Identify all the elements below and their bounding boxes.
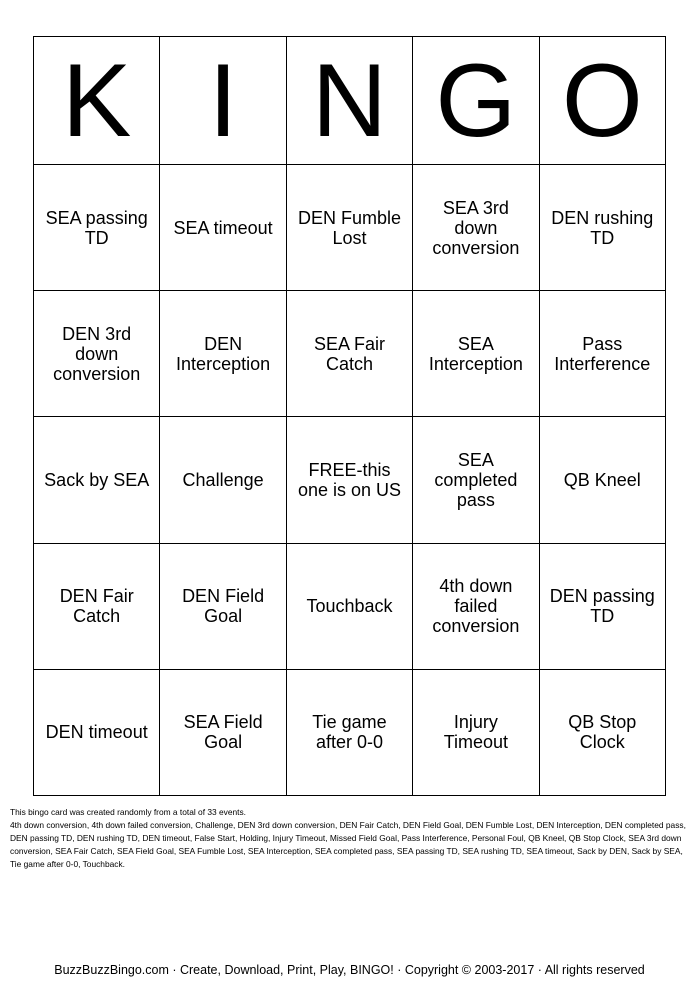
bingo-cell: DEN rushing TD (539, 165, 665, 291)
bingo-cell: SEA completed pass (413, 417, 539, 543)
bingo-cell: DEN 3rd down conversion (34, 291, 160, 417)
bingo-cell: SEA Fair Catch (286, 291, 412, 417)
bingo-card (33, 36, 666, 796)
bingo-cell: SEA Interception (413, 291, 539, 417)
bingo-cell: QB Kneel (539, 417, 665, 543)
description-events: 4th down conversion, 4th down failed conversion, Challenge, DEN 3rd down conversion, DEN Fair Catch, DEN Field Goal, DEN Fumble Lost, DEN Interception, DEN completed pass, DEN passing TD, DEN rushing TD, DEN timeout, False Start, Holding, Injury Timeout, Missed Field Goal, Pass Interference, Personal Foul, QB Kneel, QB Stop Clock, SEA 3rd down conversion, SEA Fair Catch, SEA Field Goal, SEA Fumble Lost, SEA Interception, SEA completed pass, SEA passing TD, SEA rushing TD, SEA timeout, Sack by DEN, Sack by SEA, Tie game after 0-0, Touchback. (10, 820, 686, 869)
bingo-cell: DEN Fumble Lost (286, 165, 412, 291)
bingo-cell: SEA Field Goal (160, 669, 286, 795)
bingo-cell: Sack by SEA (34, 417, 160, 543)
bingo-cell: SEA timeout (160, 165, 286, 291)
bingo-cell: Injury Timeout (413, 669, 539, 795)
bingo-row (34, 543, 666, 669)
description-intro: This bingo card was created randomly from a total of 33 events. (10, 807, 247, 817)
header-letter: N (286, 37, 412, 165)
bingo-cell: Tie game after 0-0 (286, 669, 412, 795)
header-letter: K (34, 37, 160, 165)
card-description (10, 806, 690, 871)
bingo-cell: QB Stop Clock (539, 669, 665, 795)
bingo-cell: SEA passing TD (34, 165, 160, 291)
bingo-cell: SEA 3rd down conversion (413, 165, 539, 291)
bingo-cell: DEN Interception (160, 291, 286, 417)
bingo-cell: DEN Field Goal (160, 543, 286, 669)
bingo-cell: DEN passing TD (539, 543, 665, 669)
header-letter: G (413, 37, 539, 165)
bingo-cell: Pass Interference (539, 291, 665, 417)
bingo-row (34, 165, 666, 291)
bingo-row (34, 417, 666, 543)
bingo-cell: 4th down failed conversion (413, 543, 539, 669)
site-footer: BuzzBuzzBingo.com · Create, Download, Print, Play, BINGO! · Copyright © 2003-2017 · All rights reserved (54, 963, 645, 977)
bingo-cell: DEN Fair Catch (34, 543, 160, 669)
bingo-row (34, 291, 666, 417)
bingo-cell: Touchback (286, 543, 412, 669)
free-space-cell: FREE-this one is on US (286, 417, 412, 543)
bingo-cell: Challenge (160, 417, 286, 543)
header-letter: O (539, 37, 665, 165)
bingo-header-row (34, 37, 666, 165)
header-letter: I (160, 37, 286, 165)
bingo-cell: DEN timeout (34, 669, 160, 795)
bingo-row (34, 669, 666, 795)
